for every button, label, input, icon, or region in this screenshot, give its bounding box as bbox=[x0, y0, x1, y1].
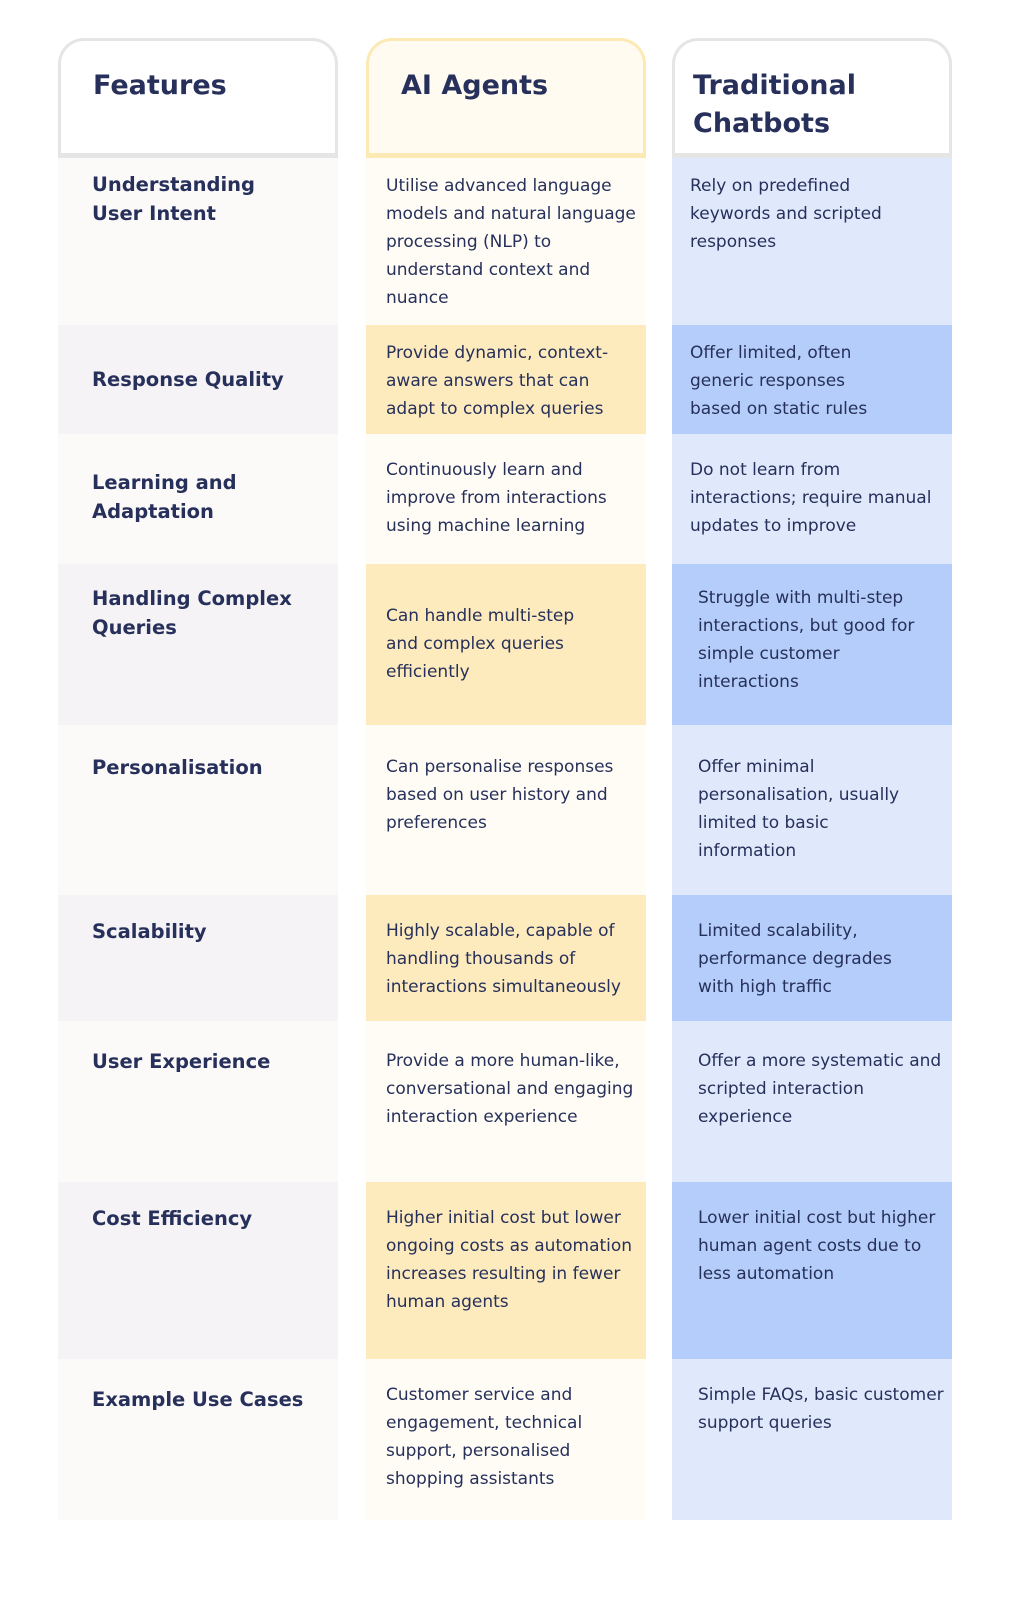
agents-cell-understanding: Utilise advanced language models and natural language processing (NLP) to understand context and nuance bbox=[366, 158, 646, 325]
feature-cell-use-cases: Example Use Cases bbox=[58, 1359, 338, 1520]
chatbots-header bbox=[672, 38, 952, 158]
feature-cell-understanding: Understanding User Intent bbox=[58, 158, 338, 325]
chatbots-column bbox=[672, 38, 952, 1520]
chatbots-cell-complex-queries: Struggle with multi-step interactions, but good for simple customer interactions bbox=[672, 564, 952, 725]
features-header bbox=[58, 38, 338, 158]
chatbots-header-label-line2: Chatbots bbox=[693, 108, 831, 139]
chatbots-cell-cost-efficiency: Lower initial cost but higher human agent costs due to less automation bbox=[672, 1182, 952, 1359]
feature-cell-cost-efficiency: Cost Efficiency bbox=[58, 1182, 338, 1359]
features-header-label: Features bbox=[93, 70, 227, 101]
ai-agents-column bbox=[366, 38, 646, 1520]
chatbots-cell-response-quality: Offer limited, often generic responses based on static rules bbox=[672, 325, 952, 434]
agents-cell-cost-efficiency: Higher initial cost but lower ongoing costs as automation increases resulting in fewer human agents bbox=[366, 1182, 646, 1359]
agents-cell-user-experience: Provide a more human-like, conversational and engaging interaction experience bbox=[366, 1021, 646, 1182]
chatbots-header-label-line1: Traditional bbox=[693, 70, 856, 101]
features-column bbox=[58, 38, 338, 1520]
ai-agents-header bbox=[366, 38, 646, 158]
feature-cell-scalability: Scalability bbox=[58, 895, 338, 1021]
agents-cell-response-quality: Provide dynamic, context-aware answers that can adapt to complex queries bbox=[366, 325, 646, 434]
agents-cell-learning: Continuously learn and improve from interactions using machine learning bbox=[366, 434, 646, 564]
feature-cell-complex-queries: Handling Complex Queries bbox=[58, 564, 338, 725]
agents-cell-scalability: Highly scalable, capable of handling thousands of interactions simultaneously bbox=[366, 895, 646, 1021]
feature-cell-learning: Learning and Adaptation bbox=[58, 434, 338, 564]
ai-agents-header-label: AI Agents bbox=[401, 70, 549, 101]
chatbots-cell-personalisation: Offer minimal personalisation, usually limited to basic information bbox=[672, 725, 952, 895]
chatbots-cell-understanding: Rely on predefined keywords and scripted responses bbox=[672, 158, 952, 325]
agents-cell-complex-queries: Can handle multi-step and complex queries efficiently bbox=[366, 564, 646, 725]
chatbots-cell-user-experience: Offer a more systematic and scripted interaction experience bbox=[672, 1021, 952, 1182]
chatbots-cell-use-cases: Simple FAQs, basic customer support queries bbox=[672, 1359, 952, 1520]
agents-cell-use-cases: Customer service and engagement, technical support, personalised shopping assistants bbox=[366, 1359, 646, 1520]
chatbots-cell-scalability: Limited scalability, performance degrades with high traffic bbox=[672, 895, 952, 1021]
feature-cell-response-quality: Response Quality bbox=[58, 325, 338, 434]
chatbots-cell-learning: Do not learn from interactions; require manual updates to improve bbox=[672, 434, 952, 564]
feature-cell-personalisation: Personalisation bbox=[58, 725, 338, 895]
feature-cell-user-experience: User Experience bbox=[58, 1021, 338, 1182]
agents-cell-personalisation: Can personalise responses based on user history and preferences bbox=[366, 725, 646, 895]
